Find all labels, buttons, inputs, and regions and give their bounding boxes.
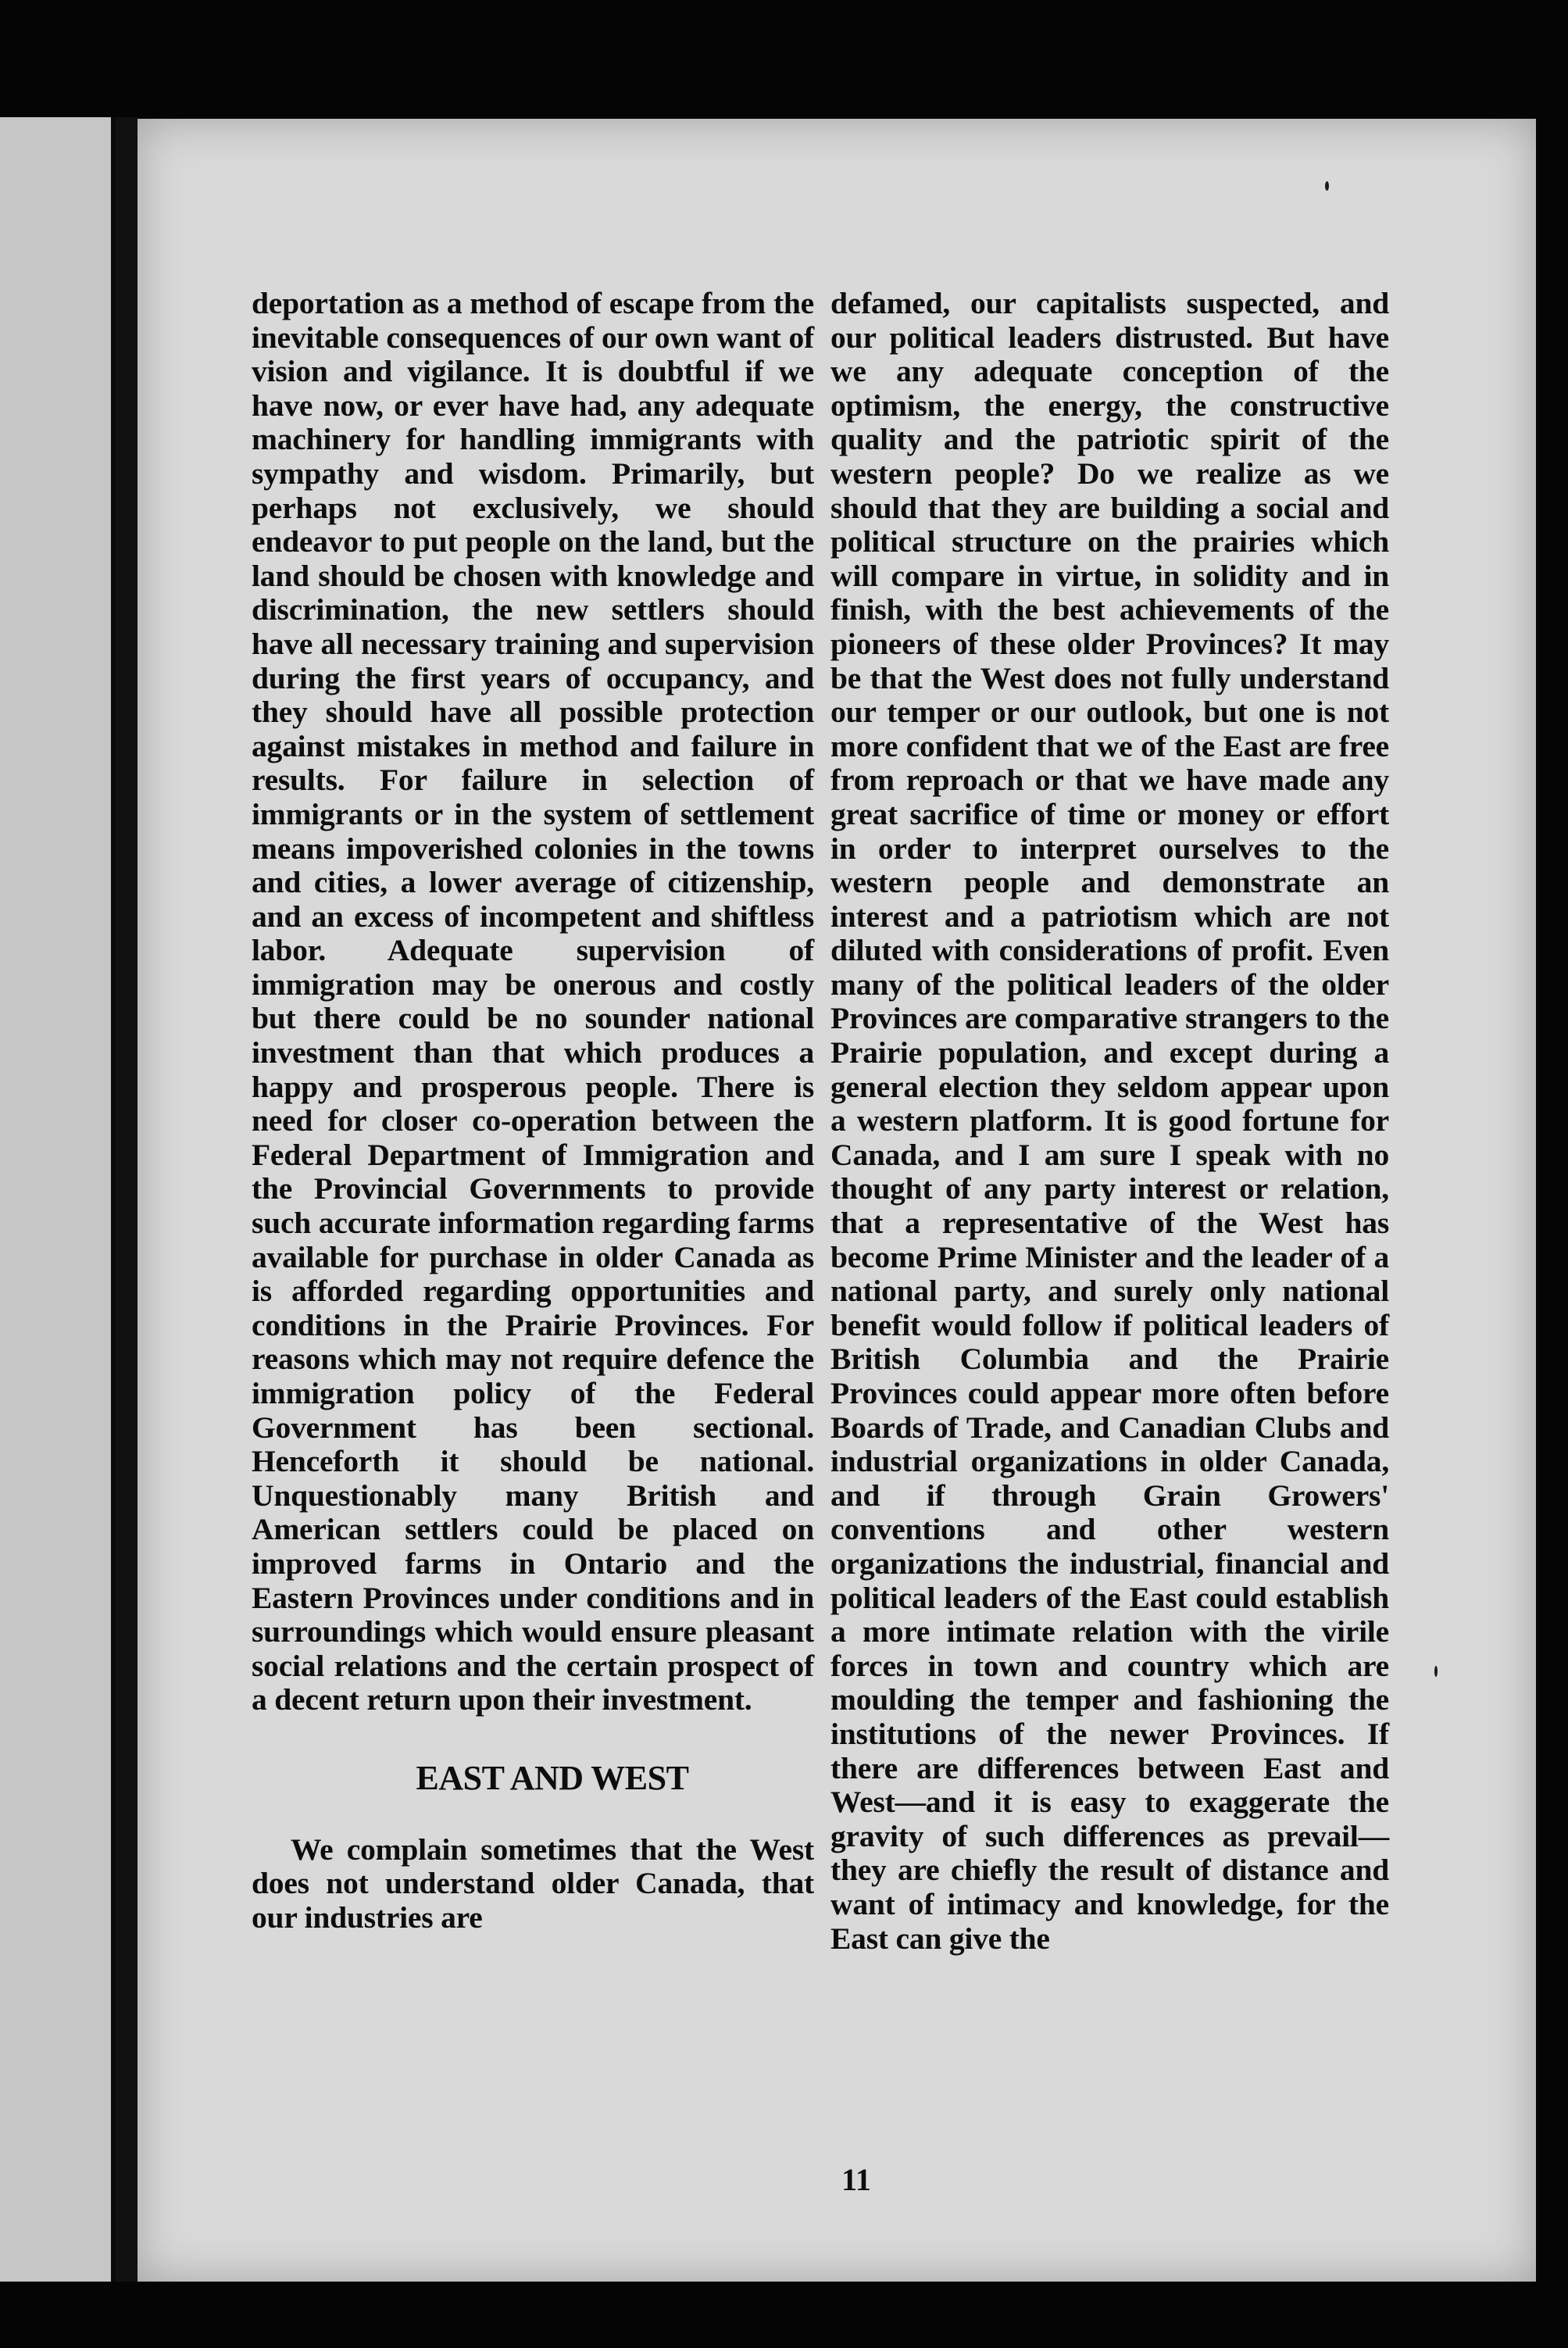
right-column <box>830 287 1389 1956</box>
previous-page-edge <box>0 117 116 2282</box>
left-column-body: deportation as a method of escape from the inevitable consequences of our own want of vision and vigilance. It is doubtful if we have now, or ever have had, any adequate machinery for handling immigrants with sympathy and wisdom. Primarily, but perhaps not exclusively, we should endeavor to put people on the land, but the land should be chosen with knowledge and discrimination, the new settlers should have all necessary training and supervision during the first years of occupancy, and they should have all possible protection against mistakes in method and failure in results. For failure in selection of immigrants or in the system of settlement means impoverished colonies in the towns and cities, a lower average of citizenship, and an excess of incompetent and shiftless labor. Adequate supervision of immigration may be onerous and costly but there could be no sounder national investment than that which produces a happy and prosperous people. There is need for closer co-operation between the Federal Department of Immigration and the Provincial Governments to provide such accurate information regarding farms available for purchase in older Canada as is afforded regarding opportunities and conditions in the Prairie Provinces. For reasons which may not require defence the immigration policy of the Federal Government has been sectional. Henceforth it should be national. Unquestionably many British and American settlers could be placed on improved farms in Ontario and the Eastern Provinces under conditions and in surroundings which would ensure pleasant social relations and the certain prospect of a decent return upon their investment. <box>252 286 814 1717</box>
page-gutter <box>116 117 138 2282</box>
book-page <box>138 119 1536 2282</box>
page-number: 11 <box>841 2162 871 2197</box>
left-column <box>252 287 814 1935</box>
scan-speck <box>1434 1666 1438 1677</box>
right-column-body: defamed, our capitalists suspected, and our political leaders distrusted. But have we any adequate conception of the optimism, the energy, the constructive quality and the patriotic spirit of the western people? Do we realize as we should that they are building a social and political structure on the prairies which will compare in virtue, in solidity and in finish, with the best achievements of the pioneers of these older Provinces? It may be that the West does not fully understand our temper or our outlook, but one is not more confident that we of the East are free from reproach or that we have made any great sacrifice of time or money or effort in order to interpret ourselves to the western people and demonstrate an interest and a patriotism which are not diluted with considerations of profit. Even many of the political leaders of the older Provinces are comparative strangers to the Prairie population, and except during a general election they seldom appear upon a western platform. It is good fortune for Canada, and I am sure I speak with no thought of any party interest or relation, that a representative of the West has become Prime Minister and the leader of a national party, and surely only national benefit would follow if political leaders of British Columbia and the Prairie Provinces could appear more often before Boards of Trade, and Canadian Clubs and industrial organizations in older Canada, and if through Grain Growers' conventions and other western organizations the industrial, financial and political leaders of the East could establish a more intimate relation with the virile forces in town and country which are moulding the temper and fashioning the institutions of the newer Provinces. If there are differences between East and West—and it is easy to exaggerate the gravity of such differences as prevail—they are chiefly the result of distance and want of intimacy and knowledge, for the East can give the <box>830 286 1389 1956</box>
section-heading: EAST AND WEST <box>416 1758 689 1797</box>
scan-speck <box>1325 181 1329 191</box>
section-opening-paragraph: We complain sometimes that the West does not understand older Canada, that our industries are <box>252 1832 814 1935</box>
